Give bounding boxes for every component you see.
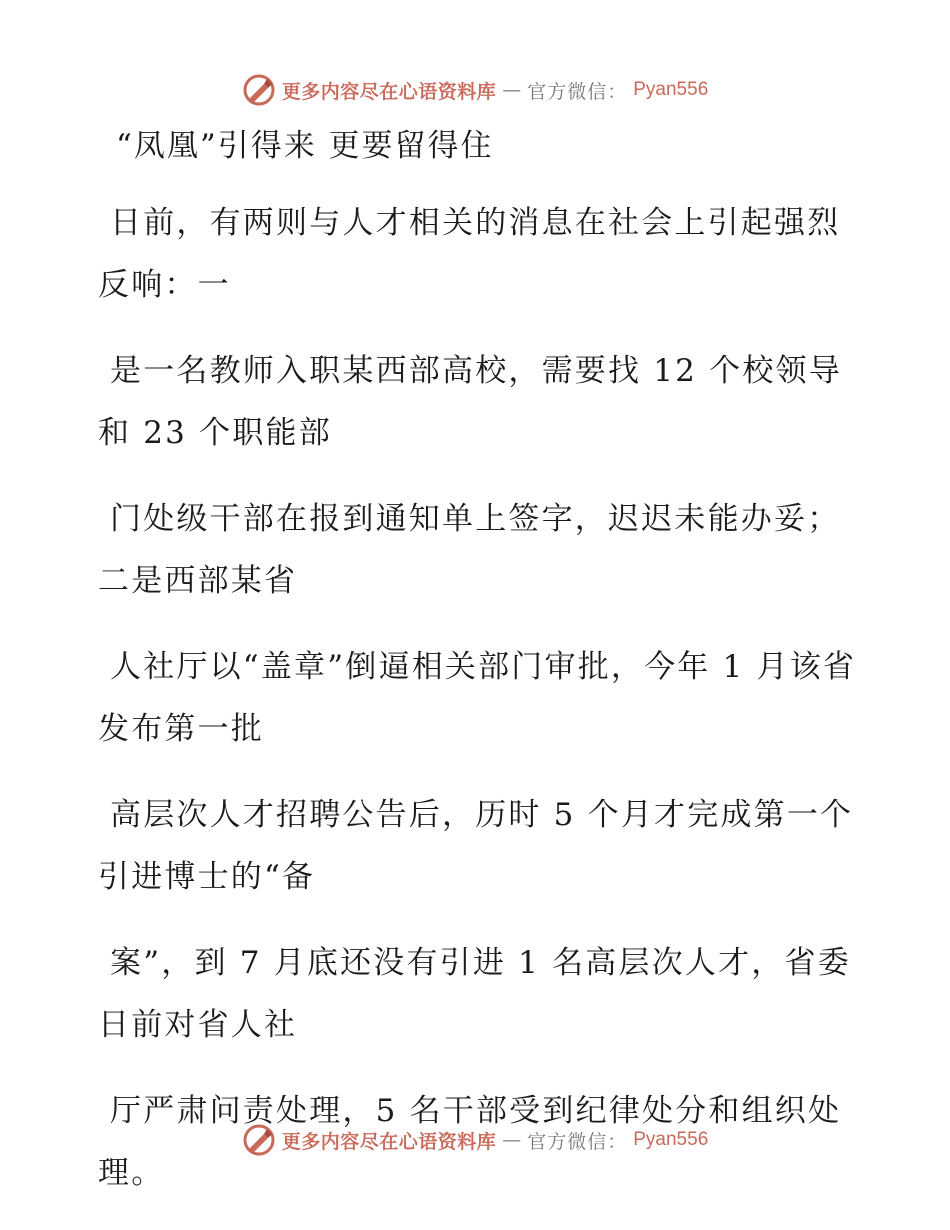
watermark-text: 更多内容尽在心语资料库	[281, 80, 497, 103]
watermark-dash: —	[502, 1129, 522, 1151]
watermark-wechat-label: 官方微信：	[527, 80, 628, 103]
article-paragraph: 日前，有两则与人才相关的消息在社会上引起强烈反响：一	[98, 205, 841, 303]
article-paragraph: 门处级干部在报到通知单上签字，迟迟未能办妥；二是西部某省	[98, 501, 841, 599]
pen-logo-icon	[242, 1123, 276, 1157]
article-title: “凤凰”引得来 更要留得住	[116, 128, 494, 164]
watermark-wechat-label: 官方微信：	[527, 1130, 628, 1153]
watermark-text: 更多内容尽在心语资料库	[281, 1130, 497, 1153]
article-body	[98, 122, 858, 1228]
article-paragraph: 人社厅以“盖章”倒逼相关部门审批，今年 1 月该省发布第一批	[98, 649, 857, 747]
article-paragraph: 厅严肃问责处理，5 名干部受到纪律处分和组织处理。	[98, 1093, 842, 1191]
footer-watermark	[0, 1120, 950, 1160]
header-watermark	[0, 70, 950, 110]
watermark-wechat-id: Pyan556	[633, 79, 709, 100]
watermark-wechat-id: Pyan556	[633, 1129, 709, 1150]
pen-logo-icon	[242, 73, 276, 107]
article-paragraph: 高层次人才招聘公告后，历时 5 个月才完成第一个引进博士的“备	[98, 797, 854, 895]
article-paragraph: 是一名教师入职某西部高校，需要找 12 个校领导和 23 个职能部	[98, 353, 842, 451]
article-paragraph: 案”，到 7 月底还没有引进 1 名高层次人才，省委日前对省人社	[98, 945, 851, 1043]
watermark-dash: —	[502, 79, 522, 101]
